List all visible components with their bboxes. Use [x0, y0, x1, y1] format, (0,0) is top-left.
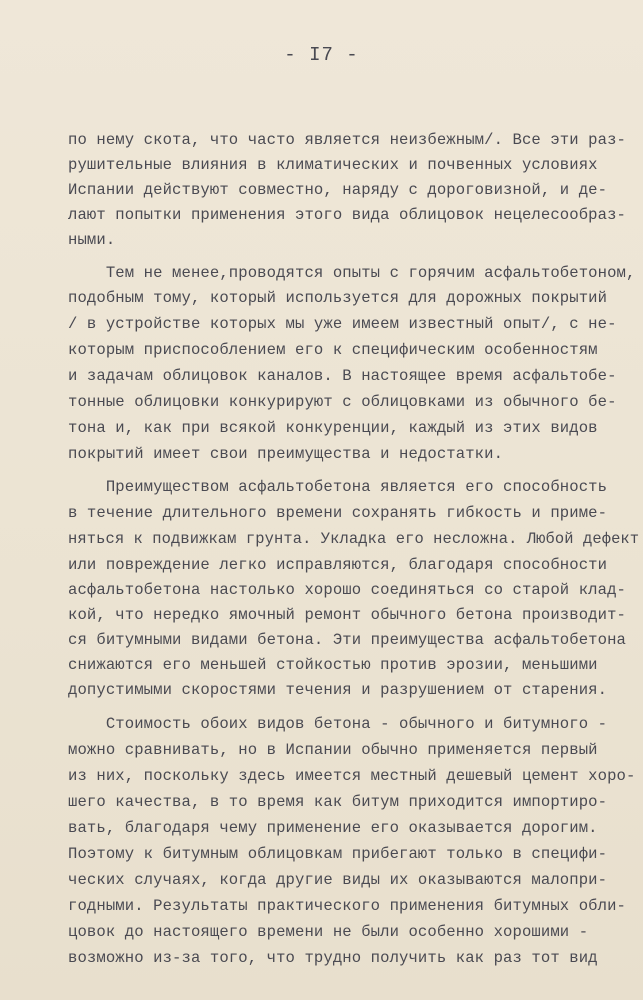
text-line: подобным тому, который используется для дорожных покрытий [68, 289, 608, 307]
text-line: и задачам облицовок каналов. В настоящее время асфальтобе- [68, 367, 617, 385]
text-line: Преимуществом асфальтобетона является его способность [68, 478, 608, 496]
text-line: покрытий имеет свои преимущества и недостатки. [68, 445, 504, 463]
text-line: Стоимость обоих видов бетона - обычного и битумного - [68, 715, 608, 733]
text-line: тонные облицовки конкурируют с облицовками из обычного бе- [68, 393, 617, 411]
text-line: ными. [68, 231, 116, 249]
text-line: Испании действуют совместно, наряду с дороговизной, и де- [68, 181, 608, 199]
text-line: цовок до настоящего времени не были особенно хорошими - [68, 923, 589, 941]
text-line: Поэтому к битумным облицовкам прибегают только в специфи- [68, 845, 608, 863]
text-line: лают попытки применения этого вида облицовок нецелесообраз- [68, 206, 627, 224]
text-line: тона и, как при всякой конкуренции, каждый из этих видов [68, 419, 598, 437]
text-line: снижаются его меньшей стойкостью против эрозии, меньшими [68, 656, 598, 674]
text-line: кой, что нередко ямочный ремонт обычного бетона производит- [68, 606, 627, 624]
text-line: няться к подвижкам грунта. Укладка его несложна. Любой дефект [68, 530, 640, 548]
text-line: / в устройстве которых мы уже имеем известный опыт/, с не- [68, 315, 617, 333]
text-line: по нему скота, что часто является неизбежным/. Все эти раз- [68, 131, 627, 149]
page-number: - I7 - [284, 44, 359, 66]
text-line: годными. Результаты практического применения битумных обли- [68, 897, 627, 915]
text-line: или повреждение легко исправляются, благодаря способности [68, 556, 608, 574]
text-line: рушительные влияния в климатических и почвенных условиях [68, 156, 598, 174]
text-line: вать, благодаря чему применение его оказывается дорогим. [68, 819, 598, 837]
text-line: шего качества, в то время как битум приходится импортиро- [68, 793, 608, 811]
text-line: асфальтобетона настолько хорошо соединяться со старой клад- [68, 581, 627, 599]
text-line: можно сравнивать, но в Испании обычно применяется первый [68, 741, 598, 759]
text-line: возможно из-за того, что трудно получить как раз тот вид [68, 949, 598, 967]
text-line: Тем не менее,проводятся опыты с горячим асфальтобетоном, [68, 264, 636, 282]
text-line: в течение длительного времени сохранять гибкость и приме- [68, 504, 608, 522]
text-line: которым приспособлением его к специфическим особенностям [68, 341, 598, 359]
text-line: допустимыми скоростями течения и разрушением от старения. [68, 681, 608, 699]
text-line: ся битумными видами бетона. Эти преимущества асфальтобетона [68, 631, 627, 649]
text-line: из них, поскольку здесь имеется местный дешевый цемент хоро- [68, 767, 636, 785]
text-line: ческих случаях, когда другие виды их оказываются малопри- [68, 871, 608, 889]
